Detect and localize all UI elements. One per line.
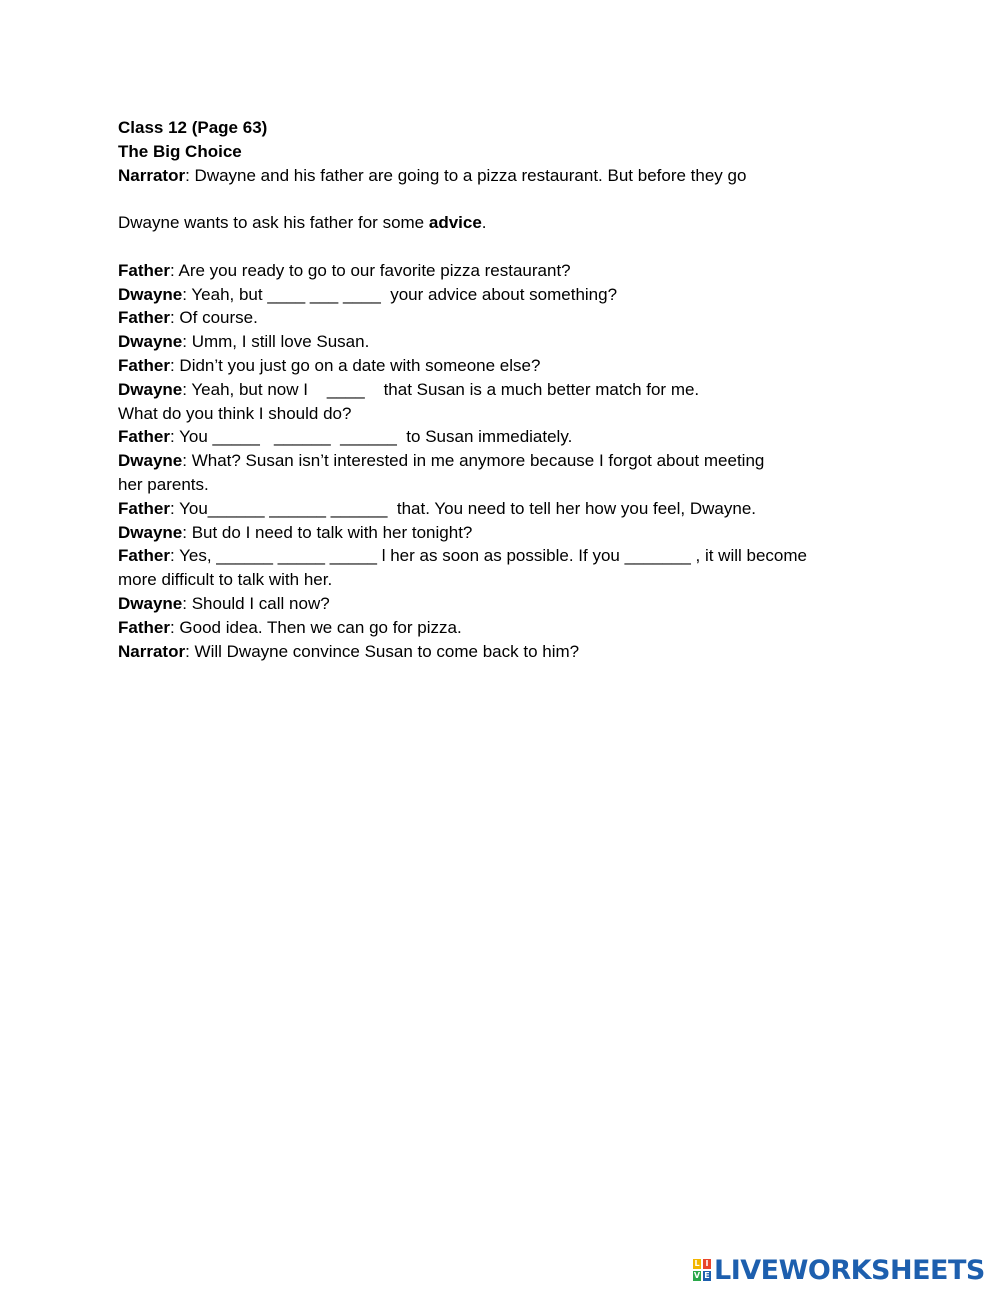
liveworksheets-logo: [693, 1256, 985, 1284]
speaker-name: Father: [118, 617, 170, 637]
logo-text: LIVEWORKSHEETS: [714, 1254, 985, 1286]
logo-mark-square: L: [694, 1259, 700, 1268]
intro-text-pre: Dwayne wants to ask his father for some: [118, 213, 429, 233]
dialogue-text: : Of course.: [169, 308, 258, 328]
dialogue-line: [118, 640, 878, 664]
dialogue-text: : Will Dwayne convince Susan to come back to him?: [185, 641, 580, 661]
speaker-name: Dwayne: [118, 284, 183, 304]
speaker-name: Father: [118, 260, 170, 280]
speaker-name: Father: [118, 546, 170, 566]
dialogue-line: [118, 568, 878, 592]
spacer: [118, 187, 878, 211]
logo-mark-square: E: [704, 1271, 710, 1280]
dialogue-line: [118, 283, 878, 307]
dialogue-text: : Yes, ______ _____ _____ l her as soon as possible. If you _______ , it will become: [169, 546, 807, 566]
intro-text-post: .: [481, 213, 487, 233]
speaker-name: Dwayne: [118, 379, 183, 399]
logo-mark-square: V: [693, 1271, 701, 1280]
speaker-name: Father: [118, 355, 170, 375]
speaker-name: Dwayne: [118, 451, 183, 471]
logo-mark-square: I: [703, 1259, 711, 1269]
dialogue-line: [118, 330, 878, 354]
logo-mark-icon: [693, 1259, 711, 1281]
dialogue-text: her parents.: [118, 474, 209, 494]
dialogue-line: [118, 592, 878, 616]
dialogue-text: : Good idea. Then we can go for pizza.: [169, 617, 462, 637]
dialogue-line: [118, 449, 878, 473]
dialogue-line: [118, 497, 878, 521]
speaker-name: Narrator: [118, 641, 186, 661]
dialogue-text: : You______ ______ ______ that. You need to tell her how you feel, Dwayne.: [169, 498, 757, 518]
dialogue-text: What do you think I should do?: [118, 403, 352, 423]
dialogue-text: : Should I call now?: [182, 593, 330, 613]
dialogue-line: [118, 425, 878, 449]
dialogue-line: [118, 402, 878, 426]
dialogue-line: [118, 306, 878, 330]
class-heading: Class 12 (Page 63): [118, 118, 268, 137]
dialogue-text: : Didn’t you just go on a date with someone else?: [169, 355, 541, 375]
keyword-advice: advice: [428, 213, 482, 233]
dialogue-line: [118, 354, 878, 378]
intro-text: : Dwayne and his father are going to a pizza restaurant. But before they go: [185, 165, 747, 185]
dialogue-text: : Are you ready to go to our favorite pizza restaurant?: [169, 260, 571, 280]
worksheet-document: [118, 116, 878, 663]
dialogue-text: : What? Susan isn’t interested in me anymore because I forgot about meeting: [182, 451, 765, 471]
page-title: The Big Choice: [118, 141, 242, 161]
dialogue-line: [118, 544, 878, 568]
dialogue-text: : But do I need to talk with her tonight?: [182, 522, 473, 542]
dialogue-text: : Umm, I still love Susan.: [182, 332, 370, 352]
dialogue-line: [118, 616, 878, 640]
dialogue-block: [118, 259, 878, 664]
speaker-name: Dwayne: [118, 522, 183, 542]
intro-continuation: [118, 211, 878, 235]
speaker-name: Father: [118, 498, 170, 518]
speaker-name: Father: [118, 308, 170, 328]
dialogue-line: [118, 473, 878, 497]
narrator-intro-line: [118, 164, 878, 188]
dialogue-text: : Yeah, but ____ ___ ____ your advice about something?: [182, 284, 618, 304]
speaker-name: Father: [118, 427, 170, 447]
dialogue-line: [118, 521, 878, 545]
speaker-name: Narrator: [118, 165, 186, 185]
speaker-name: Dwayne: [118, 593, 183, 613]
speaker-name: Dwayne: [118, 332, 183, 352]
dialogue-text: more difficult to talk with her.: [118, 570, 333, 590]
dialogue-text: : Yeah, but now I ____ that Susan is a much better match for me.: [182, 379, 700, 399]
dialogue-line: [118, 378, 878, 402]
spacer: [118, 235, 878, 259]
dialogue-line: [118, 259, 878, 283]
dialogue-text: : You _____ ______ ______ to Susan immediately.: [169, 427, 573, 447]
